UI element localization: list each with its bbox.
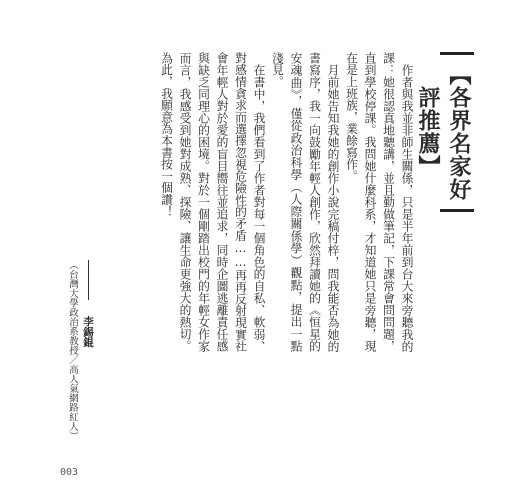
signature-dash bbox=[88, 260, 89, 300]
author-name: 李錫錕 bbox=[82, 316, 94, 348]
body-text bbox=[116, 52, 416, 352]
paragraph: 在書中，我們看到了作者對每一個角色的自私、軟弱、對感情貪求而選擇忽視危險性的矛盾……再再反射現實社會年輕人對於愛的盲目嚮往並追求，同時企圖逃離責任感與缺乏同理心的困境。對於一個剛踏出校門的年輕女作家而言，我感受到她對成熟、探險、讓生命更強大的熱切。為此，我願意為本書按一個讚！ bbox=[159, 52, 266, 352]
author-title: （台灣大學政治系教授／高人氣網路紅人） bbox=[67, 260, 78, 441]
section-title: 【各界名家好評推薦】 bbox=[440, 52, 474, 212]
paragraph: 月前她告知我她的創作小說完稿付梓，問我能否為她的書寫序，我一向鼓勵年輕人創作，欣然拜讀她的《恒星的安魂曲》，僅從政治科學（人際關係學）觀點，提出一點淺見。 bbox=[270, 52, 340, 352]
paragraph: 作者與我並非師生關係，只是半年前到台大來旁聽我的課：她很認真地聽講，並且勤做筆記，下課常會問問題，直到學校停課。我問她什麼科系，才知道她只是旁聽，現在是上班族，業餘寫作。 bbox=[344, 52, 414, 352]
signature-block bbox=[60, 260, 96, 470]
page-number: 003 bbox=[60, 467, 79, 478]
